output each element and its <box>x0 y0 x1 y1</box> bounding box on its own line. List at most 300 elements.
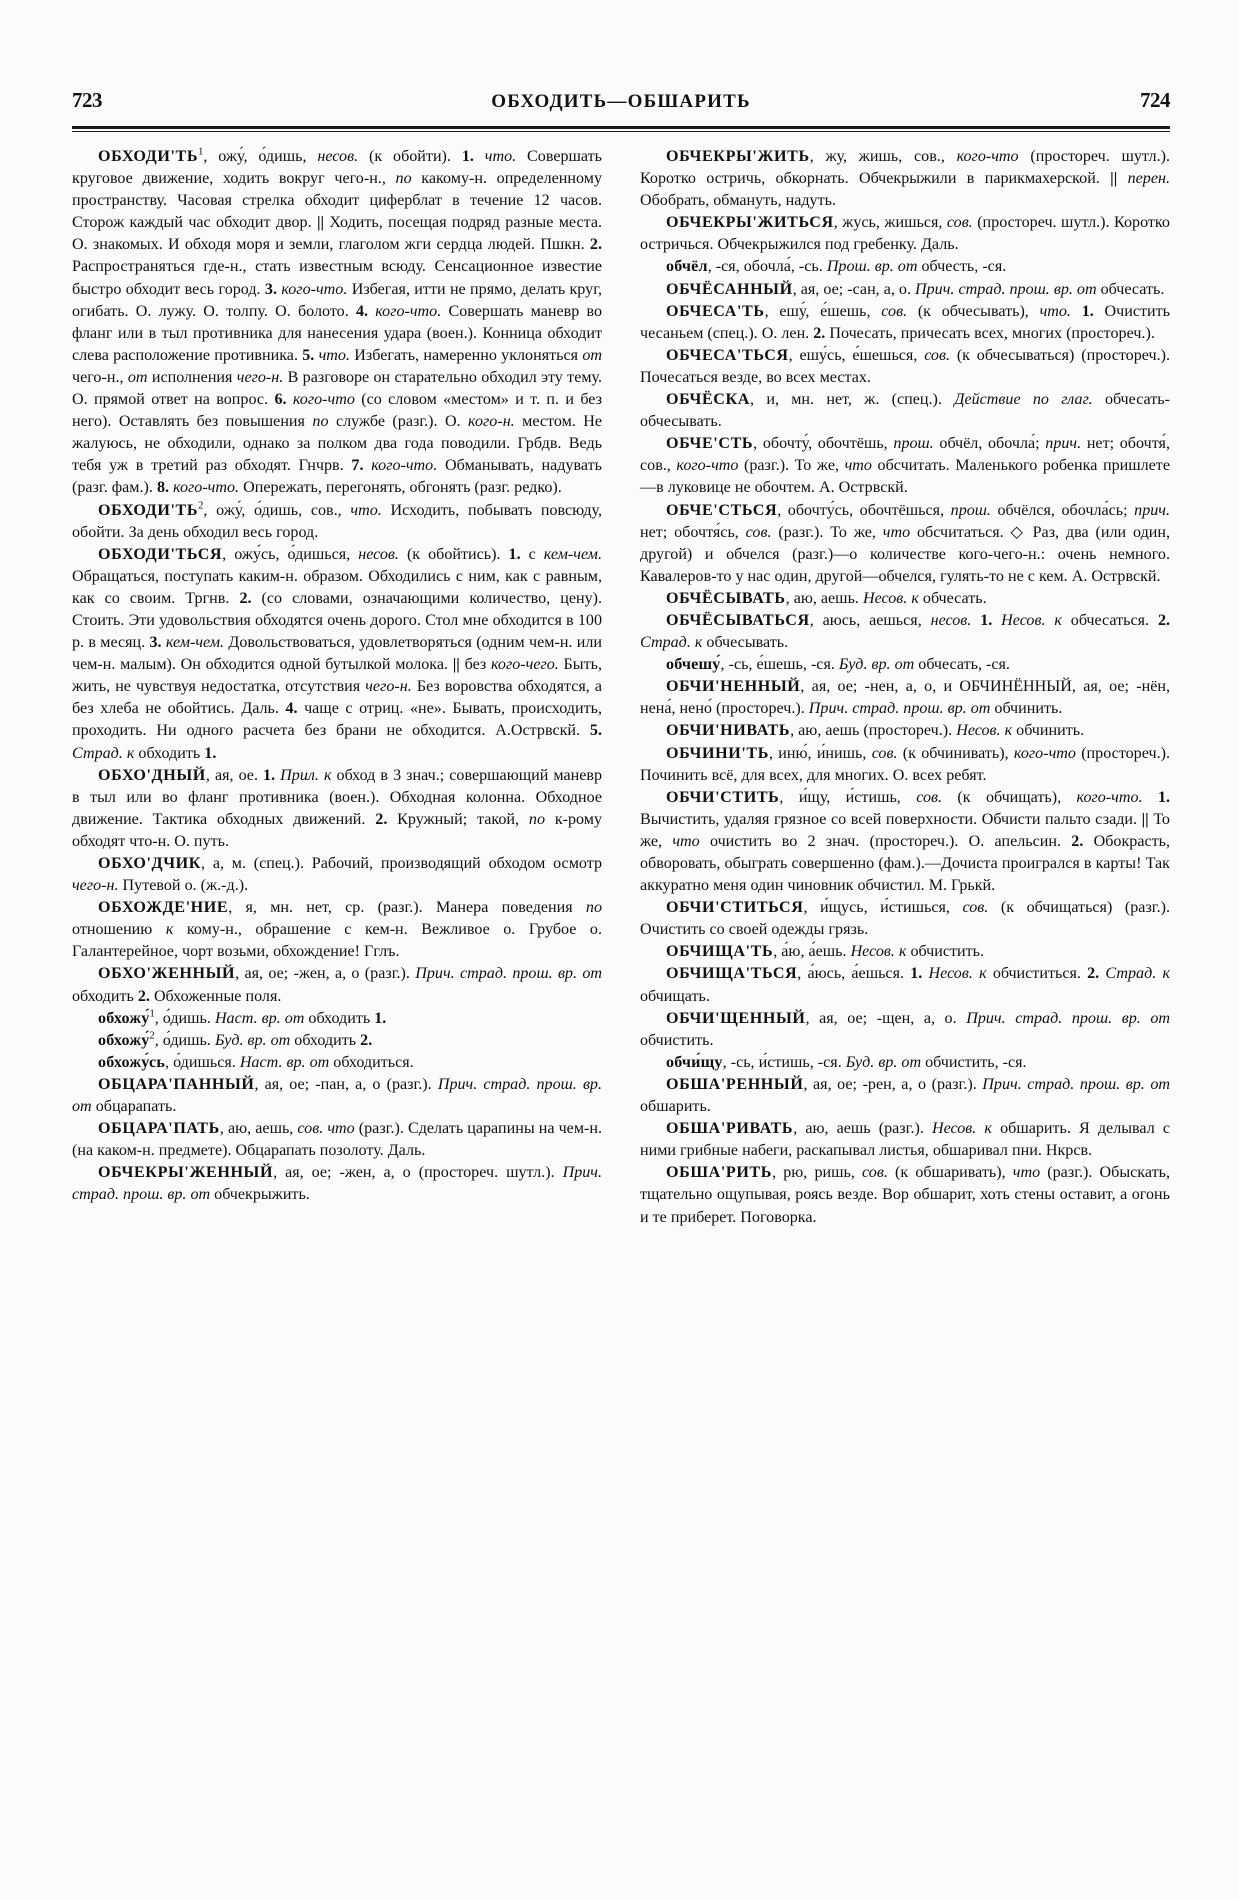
entry-headword: ОБЧЁСАННЫЙ <box>666 280 793 298</box>
italic-run: Буд. вр. от <box>214 1031 295 1049</box>
italic-run: Прич. страд. прош. вр. от <box>72 1164 602 1204</box>
roman-run: , ожу́, о́дишь, <box>203 148 318 165</box>
dictionary-entry <box>640 963 1170 1007</box>
entry-body <box>72 546 602 762</box>
roman-run: без <box>464 656 491 674</box>
roman-run: , и, мн. нет, ж. (спец.). <box>750 391 955 409</box>
italic-run: по <box>528 810 555 828</box>
italic-run: прич. <box>1134 501 1170 519</box>
roman-run: местом. Не жалуюсь, не обходили, однако за полком два года поводили. Грбдв. Ведь тебя уж в третий раз обходят. Гнчрв. <box>72 413 602 475</box>
roman-run: (простореч. шутл.). Коротко остричься. Обчекрыжился под гребенку. Даль. <box>640 214 1170 254</box>
entry-headword: обчи́щу <box>666 1053 723 1071</box>
roman-run: с <box>528 545 544 563</box>
roman-run: То же, <box>640 810 1170 850</box>
roman-run: , обочту́, обочтёшь, <box>753 435 894 453</box>
roman-run: , ая, ое; -щен, а, о. <box>805 1009 967 1027</box>
roman-run: , ая, ое. <box>205 766 264 784</box>
dictionary-entry <box>640 1008 1170 1052</box>
dictionary-entry <box>640 787 1170 897</box>
roman-run: чаще с отриц. «не». Бывать, происходить, проходить. Ни одного расчета без брани не обходится. А.Острвскй. <box>72 700 602 740</box>
roman-run: обчистить, -ся. <box>925 1053 1027 1071</box>
italic-run: что. <box>484 148 528 165</box>
roman-run: Обокрасть, обворовать, обыграть совершенно (фам.).—Дочиста проигрался в карты! Так аккуратно меня один чиновник обчистил. М. Грькй. <box>640 832 1170 895</box>
entry-headword: ОБЧЁСЫВАТЬСЯ <box>666 611 810 629</box>
italic-run: сов. <box>881 302 918 320</box>
dictionary-entry <box>640 1162 1170 1228</box>
dictionary-entry <box>72 500 602 544</box>
bold-run: 1. <box>461 148 485 165</box>
dictionary-entry <box>640 720 1170 742</box>
roman-run: , о́дишься. <box>165 1053 240 1071</box>
entry-body <box>723 1054 1027 1071</box>
entry-headword: ОБЧЁСКА <box>666 391 751 409</box>
dictionary-entry <box>640 743 1170 787</box>
italic-run: Прич. страд. прош. вр. от <box>72 1075 602 1116</box>
roman-run: обшарить. <box>640 1098 711 1116</box>
italic-run: от <box>127 368 152 386</box>
roman-run: нет; обочтя́сь, <box>640 523 746 541</box>
dictionary-entry <box>640 256 1170 278</box>
italic-run: Буд. вр. от <box>838 656 919 674</box>
headword-superscript: 1 <box>198 146 204 158</box>
italic-run: сов. <box>924 346 957 364</box>
roman-run: , аю, аешь (разг.). <box>793 1120 932 1138</box>
italic-run: Прич. страд. прош. вр. от <box>915 280 1101 298</box>
entry-headword: ОБЦАРА'ПАННЫЙ <box>98 1075 255 1093</box>
roman-run: обсчитаться. <box>916 523 1011 541</box>
italic-run: что. <box>318 346 355 364</box>
italic-run: кого-что. <box>1076 788 1158 806</box>
roman-run: , -сь, и́стишь, -ся. <box>722 1053 846 1071</box>
roman-run: , ожу́сь, о́дишься, <box>222 545 359 563</box>
dictionary-entry <box>640 676 1170 720</box>
italic-run: кого-н. <box>468 413 523 431</box>
bold-run: 2. <box>1087 965 1106 983</box>
italic-run: Несов. к <box>850 943 911 961</box>
bold-run: ◇ <box>1010 523 1033 541</box>
headword-superscript: 2 <box>198 500 204 512</box>
dictionary-entry <box>640 654 1170 676</box>
italic-run: кого-что. <box>173 479 244 497</box>
roman-run: нет; обочтя́, сов., <box>640 435 1170 475</box>
roman-run: обчёл, обочла́; <box>939 435 1046 453</box>
roman-run: Ходить, посещая подряд разные места. О. знакомых. И обходя моря и земли, глаголом жги сердца людей. Пшкн. <box>72 214 602 254</box>
roman-run: , аю, аешь. <box>785 589 863 607</box>
bold-run: 2. <box>589 236 602 254</box>
entry-headword: обчешу́ <box>666 656 721 674</box>
roman-run: (разг.). Сделать царапины на чем-н. (на каком-н. предмете). Обцарапать позолоту. Даль. <box>72 1120 602 1160</box>
column-right <box>640 146 1170 1836</box>
roman-run: (к обойти). <box>368 148 462 165</box>
roman-run: обходить <box>294 1031 361 1049</box>
roman-run: обчистить. <box>640 1031 714 1049</box>
italic-run: Прич. страд. прош. вр. от <box>808 700 995 718</box>
roman-run: , аю, аешь, <box>219 1120 298 1138</box>
dictionary-entry <box>640 500 1170 588</box>
roman-run: , рю, ришь, <box>772 1164 863 1182</box>
italic-run: сов. <box>871 744 903 762</box>
italic-run: кого-что <box>292 391 362 409</box>
entry-headword: ОБХОДИ'ТЬ <box>98 148 199 165</box>
roman-run: (разг.). То же, <box>778 523 883 541</box>
roman-run: , аюсь, аешься, <box>809 611 931 629</box>
italic-run: к <box>165 921 187 939</box>
entry-body <box>165 1054 414 1071</box>
bold-run: 1. <box>1081 302 1105 320</box>
italic-run: кого-что. <box>281 280 352 298</box>
roman-run: Совершать круговое движение, ходить вокруг чего-н., <box>72 148 602 188</box>
roman-run: Избегая, итти не прямо, делать круг, огибать. О. лужу. О. толпу. О. болото. <box>72 280 603 320</box>
italic-run: кого-что <box>956 148 1031 165</box>
italic-run: кем-чем. <box>165 634 229 652</box>
roman-run: , ожу́, о́дишь, сов., <box>203 501 351 519</box>
roman-run: обшарить. Я делывал с ними грибные набеги, раскапывал листья, обшаривал пни. Нкрсв. <box>640 1120 1170 1160</box>
roman-run: , иню́, и́нишь, <box>768 744 872 762</box>
entry-headword: ОБША'РИТЬ <box>666 1164 773 1182</box>
roman-run: , ая, ое; -рен, а, о (разг.). <box>803 1075 983 1093</box>
bold-run: 2. <box>1071 832 1094 850</box>
roman-run: , о́дишь. <box>154 1031 215 1049</box>
roman-run: (разг.). Обыскать, тщательно ощупывая, роясь везде. Вор обшарит, хоть стены оставит, а огонь и те приберет. Поговорка. <box>640 1164 1170 1226</box>
roman-run: , ая, ое; -пан, а, о (разг.). <box>254 1075 438 1093</box>
dictionary-entry <box>640 1074 1170 1118</box>
entry-body <box>721 656 1010 673</box>
entry-headword: ОБЧЕКРЫ'ЖИТЬСЯ <box>666 214 834 232</box>
dictionary-entry <box>72 544 602 765</box>
roman-run: , жусь, жишься, <box>833 214 947 232</box>
roman-run: обчиститься. <box>992 965 1088 983</box>
roman-run: какому-н. определенному пространству. Часовая стрелка обходит циферблат в течение 12 часов. Сторож каждый час обходит двор. <box>72 170 602 232</box>
bold-run: 3. <box>149 634 166 652</box>
roman-run: , а, м. (спец.). Рабочий, производящий обходом осмотр <box>201 855 602 872</box>
dictionary-entry <box>640 941 1170 963</box>
italic-run: сов. <box>862 1164 895 1182</box>
italic-run: Несов. к <box>928 965 993 983</box>
column-left <box>72 146 602 1836</box>
entry-headword: ОБХО'ДЧИК <box>98 855 202 872</box>
bold-run: 2. <box>137 987 154 1005</box>
bold-run: 2. <box>375 810 398 828</box>
roman-run: отношению <box>72 921 166 939</box>
roman-run: , а́юсь, а́ешься. <box>797 965 911 983</box>
roman-run: Путевой о. (ж.-д.). <box>122 877 249 895</box>
entry-body <box>155 1010 387 1027</box>
dictionary-entry <box>72 1162 602 1206</box>
roman-run: обчесывать. <box>706 634 789 652</box>
entry-headword: ОБША'РИВАТЬ <box>666 1120 794 1138</box>
entry-headword: ОБЧИНИ'ТЬ <box>666 744 769 762</box>
roman-run: кому-н., обрашение с кем-н. Вежливое о. Грубое о. Галантерейное, чорт возьми, обхождение! Гглъ. <box>72 921 602 961</box>
italic-run: сов. что <box>297 1120 359 1138</box>
italic-run: чего-н. <box>365 678 417 696</box>
roman-run: , ая, ое; -жен, а, о (простореч. шутл.). <box>273 1164 563 1182</box>
roman-run: (простореч. шутл.). Коротко остричь, обкорнать. Обчекрыжили в парикмахерской. <box>640 148 1170 188</box>
italic-run: по <box>395 170 422 188</box>
roman-run: обчесаться. <box>1070 611 1158 629</box>
italic-run: несов. <box>930 611 981 629</box>
italic-run: Прич. страд. прош. вр. от <box>966 1009 1171 1027</box>
roman-run: к-рому обходят что-н. О. путь. <box>72 810 603 850</box>
bold-run: || <box>452 656 465 674</box>
roman-run: Обманывать, надувать (разг. фам.). <box>72 457 603 497</box>
italic-run: несов. <box>317 148 369 165</box>
entry-headword: ОБЧЕСА'ТЬСЯ <box>666 346 789 364</box>
roman-run: обходить <box>308 1009 375 1027</box>
dictionary-entry <box>640 301 1170 345</box>
dictionary-entry <box>640 146 1170 212</box>
roman-run: (к обчищать), <box>957 788 1077 806</box>
dictionary-entry <box>72 765 602 853</box>
italic-run: Несов. к <box>1001 611 1071 629</box>
dictionary-entry <box>72 146 602 500</box>
dictionary-entry <box>72 1052 602 1074</box>
dictionary-entry <box>72 853 602 897</box>
roman-run: Вычистить, удаляя грязное со всей поверхности. Обчисти пальто сзади. <box>640 810 1142 828</box>
bold-run: 1. <box>980 611 1002 629</box>
italic-run: кем-чем. <box>543 545 602 563</box>
bold-run: 6. <box>274 391 293 409</box>
bold-run: 7. <box>351 457 372 475</box>
roman-run: В разговоре он старательно обходил эту тему. О. прямой ответ на вопрос. <box>72 368 602 409</box>
entry-headword: ОБЧИ'СТИТЬ <box>666 788 780 806</box>
roman-run: обчесать, -ся. <box>918 656 1010 674</box>
dictionary-entry <box>640 610 1170 654</box>
dictionary-entry <box>72 963 602 1007</box>
roman-run: обсчитать. Маленького робенка пришлете—в луковице не обочтем. А. Острвскй. <box>640 457 1170 497</box>
italic-run: кого-что. <box>371 457 445 475</box>
italic-run: от <box>582 346 602 364</box>
entry-headword: ОБЧИ'НИВАТЬ <box>666 722 791 740</box>
roman-run: Совершать маневр во фланг или в тыл противника для нанесения удара (воен.). Конница обходит слева расположение противника. <box>72 302 603 364</box>
bold-run: 4. <box>285 700 305 718</box>
italic-run: кого-что. <box>375 302 449 320</box>
bold-run: 8. <box>156 479 174 497</box>
bold-run: 1. <box>374 1009 387 1027</box>
roman-run: (к обчесывать), <box>917 302 1040 320</box>
bold-run: 2. <box>813 324 830 342</box>
entry-headword: ОБЦАРА'ПАТЬ <box>98 1120 220 1138</box>
italic-run: что. <box>1039 302 1082 320</box>
roman-run: Избегать, намеренно уклоняться <box>354 346 583 364</box>
bold-run: 1. <box>263 766 281 784</box>
header-rule-thin <box>72 131 1170 132</box>
roman-run: обчесать-обчесывать. <box>640 391 1170 431</box>
entry-headword: ОБЧЕКРЫ'ЖИТЬ <box>666 148 810 165</box>
entry-body <box>790 722 1084 739</box>
roman-run: обчищать. <box>640 987 710 1005</box>
italic-run: чего-н. <box>72 877 123 895</box>
bold-run: 1. <box>1157 788 1171 806</box>
roman-run: обчёлся, обочла́сь; <box>997 501 1135 519</box>
folio-left: 723 <box>72 88 102 112</box>
bold-run: 5. <box>302 346 319 364</box>
italic-run: прош. <box>950 501 998 519</box>
roman-run: , ая, ое; -сан, а, о. <box>792 280 916 298</box>
dictionary-entry <box>72 1118 602 1162</box>
folio-right: 724 <box>1140 88 1170 112</box>
roman-run: (к обчищаться) (разг.). Очистить со своей одежды грязь. <box>640 899 1170 939</box>
roman-run: , ешу́сь, е́шешься, <box>788 346 925 364</box>
roman-run: , и́щу, и́стишь, <box>779 788 917 806</box>
italic-run: Несов. к <box>862 589 923 607</box>
bold-run: || <box>1141 810 1154 828</box>
roman-run: обчинить. <box>1016 722 1085 740</box>
entry-headword: обхожу́ <box>98 1009 150 1027</box>
roman-run: Распространяться где-н., стать известным всюду. Сенсационное известие быстро обходит весь город. <box>72 258 602 298</box>
roman-run: (со словом «местом» и т. п. и без него). Оставлять без повышения <box>72 391 602 431</box>
roman-run: , обочту́сь, обочтёшься, <box>777 501 951 519</box>
entry-headword: ОБЧИ'ЩЕННЫЙ <box>666 1009 806 1027</box>
roman-run: Почесать, причесать всех, многих (простореч.). <box>829 324 1155 342</box>
italic-run: перен. <box>1127 170 1170 188</box>
dictionary-entry <box>72 897 602 963</box>
bold-run: 1. <box>508 545 529 563</box>
entry-headword: обчёл <box>666 258 708 276</box>
roman-run: (к обшаривать), <box>895 1164 1013 1182</box>
bold-run: 1. <box>910 965 929 983</box>
roman-run: , ая, ое; -нен, а, о, и ОБЧИНЁННЫЙ, ая, ое; -нён, нена́, нено́ (простореч.). <box>640 678 1170 718</box>
entry-headword: ОБЧИ'НЕННЫЙ <box>666 678 801 696</box>
roman-run: обчинить. <box>994 700 1063 718</box>
roman-run: исполнения <box>151 368 237 386</box>
italic-run: сов. <box>745 523 779 541</box>
entry-headword: ОБША'РЕННЫЙ <box>666 1075 804 1093</box>
italic-run: Несов. к <box>956 722 1017 740</box>
italic-run: кого-что <box>1013 744 1082 762</box>
roman-run: (со словами, означающими количество, цену). Стоить. Эти удовольствия обходятся очень дорого. Стол мне обходится в 100 р. в месяц. <box>72 589 603 652</box>
entry-headword: обхожу́ <box>98 1031 150 1049</box>
entry-headword: ОБХОДИ'ТЬ <box>98 501 199 519</box>
dictionary-entry <box>640 897 1170 941</box>
italic-run: Несов. к <box>931 1120 1001 1138</box>
headword-superscript: 1 <box>149 1008 155 1020</box>
entry-body <box>708 258 1007 275</box>
entry-headword: ОБЧЕСА'ТЬ <box>666 302 765 320</box>
roman-run: , аю, аешь (простореч.). <box>790 722 957 740</box>
roman-run: Исходить, побывать повсюду, обойти. За день обходил весь город. <box>72 501 602 541</box>
roman-run: Довольствоваться, удовлетворяться (одним чем-н. или чем-н. малым). Он обходится одной бутылкой молока. <box>72 634 603 674</box>
bold-run: || <box>316 214 330 232</box>
roman-run: , ешу́, е́шешь, <box>764 302 882 320</box>
bold-run: 5. <box>589 722 602 740</box>
roman-run: Кружный; такой, <box>397 810 529 828</box>
entry-headword: ОБЧИ'СТИТЬСЯ <box>666 899 804 917</box>
headword-superscript: 2 <box>149 1030 155 1042</box>
roman-run: , а́ю, а́ешь. <box>773 943 851 961</box>
italic-run: Страд. к <box>640 634 707 652</box>
entry-body <box>793 281 1165 298</box>
roman-run: , -ся, обочла́, -сь. <box>707 258 827 276</box>
roman-run: Очистить чесаньем (спец.). О. лен. <box>640 302 1171 342</box>
roman-run: , и́щусь, и́стишься, <box>803 899 963 917</box>
bold-run: 4. <box>355 302 376 320</box>
roman-run: Раз, два (или один, другой) и обчелся (разг.)—о количестве кого-чего-н.: очень немного. Кавалеров-то у нас один, другой—обчелся, гулять-то не с кем. А. Острвскй. <box>640 523 1171 585</box>
roman-run: обходить <box>72 987 138 1005</box>
entry-headword: ОБХОЖДЕ'НИЕ <box>98 899 229 917</box>
roman-run: (простореч.). Починить всё, для всех, для многих. О. всех ребят. <box>640 744 1170 784</box>
roman-run: (к обчинивать), <box>902 744 1014 762</box>
dictionary-entry <box>640 1118 1170 1162</box>
entry-headword: ОБЧЁСЫВАТЬ <box>666 589 786 607</box>
roman-run: Без воровства обходятся, а без хлеба не обойтись. Даль. <box>72 678 602 718</box>
entry-headword: ОБХО'ЖЕННЫЙ <box>98 965 236 983</box>
bold-run: 3. <box>264 280 282 298</box>
entry-headword: ОБЧЕКРЫ'ЖЕННЫЙ <box>98 1164 274 1182</box>
italic-run: Прош. вр. от <box>826 258 922 276</box>
italic-run: что <box>672 832 710 850</box>
roman-run: обчистить. <box>910 943 985 961</box>
italic-run: прош. <box>893 435 940 453</box>
italic-run: Буд. вр. от <box>845 1053 926 1071</box>
bold-run: 1. <box>204 744 217 762</box>
italic-run: Прил. к <box>280 766 337 784</box>
italic-run: Страд. к <box>72 744 139 762</box>
entry-body <box>786 590 987 607</box>
header-rule <box>72 126 1170 132</box>
entry-headword: обхожу́сь <box>98 1053 166 1071</box>
dictionary-entry <box>640 433 1170 499</box>
italic-run: сов. <box>962 899 1001 917</box>
italic-run: сов. <box>916 788 958 806</box>
dictionary-entry <box>640 588 1170 610</box>
roman-run: , жу, жишь, сов., <box>809 148 957 165</box>
roman-run: обчесть, -ся. <box>921 258 1007 276</box>
roman-run: обход в 3 знач.; совершающий маневр в тыл или во фланг противника (воен.). Обходная колонна. Обходное движение. Тактика обходных движений. <box>72 766 603 828</box>
dictionary-entry <box>72 1008 602 1030</box>
entry-headword: ОБЧИЩА'ТЬСЯ <box>666 965 798 983</box>
entry-headword: ОБЧЕ'СТЬ <box>666 435 754 453</box>
roman-run: Быть, жить, не чувствуя недостатка, отсутствия <box>72 656 602 696</box>
roman-run: обчесать. <box>1100 280 1165 298</box>
roman-run: , я, мн. нет, ср. (разг.). Манера поведения <box>228 899 586 917</box>
italic-run: сов. <box>946 214 978 232</box>
italic-run: что <box>1012 1164 1048 1182</box>
entry-body <box>773 943 984 960</box>
roman-run: , ая, ое; -жен, а, о (разг.). <box>235 965 416 983</box>
roman-run: обходить <box>138 744 205 762</box>
dictionary-entry <box>640 1052 1170 1074</box>
roman-run: очистить во 2 знач. (простореч.). О. апельсин. <box>709 832 1072 850</box>
italic-run: по <box>312 413 336 431</box>
header-rule-thick <box>72 126 1170 129</box>
running-title: ОБХОДИТЬ—ОБШАРИТЬ <box>491 91 751 112</box>
italic-run: Страд. к <box>1105 965 1170 983</box>
dictionary-entry <box>640 345 1170 389</box>
roman-run: обчесать. <box>922 589 987 607</box>
roman-run: Опережать, перегонять, обгонять (разг. редко). <box>243 479 562 497</box>
roman-run: обцарапать. <box>95 1098 177 1116</box>
italic-run: несов. <box>358 545 407 563</box>
dictionary-entry <box>640 279 1170 301</box>
roman-run: Обхоженные поля. <box>153 987 282 1005</box>
roman-run: Обращаться, поступать каким-н. образом. Обходились с ним, как с равным, как со своим. Тргнв. <box>72 567 602 607</box>
roman-run: Обобрать, обмануть, надуть. <box>640 192 837 210</box>
dictionary-entry <box>72 1074 602 1118</box>
roman-run: (к обойтись). <box>406 545 509 563</box>
roman-run: , -сь, е́шешь, -ся. <box>720 656 839 674</box>
italic-run: Прич. страд. прош. вр. от <box>982 1075 1170 1093</box>
italic-run: что <box>882 523 917 541</box>
italic-run: прич. <box>1045 435 1087 453</box>
entry-body <box>72 148 602 496</box>
italic-run: Наст. вр. от <box>214 1009 309 1027</box>
roman-run: , о́дишь. <box>154 1009 215 1027</box>
entry-headword: ОБХО'ДНЫЙ <box>98 766 206 784</box>
italic-run: Наст. вр. от <box>239 1053 334 1071</box>
italic-run: чего-н. <box>236 368 288 386</box>
dictionary-entry <box>72 1030 602 1052</box>
roman-run: службе (разг.). О. <box>335 413 469 431</box>
